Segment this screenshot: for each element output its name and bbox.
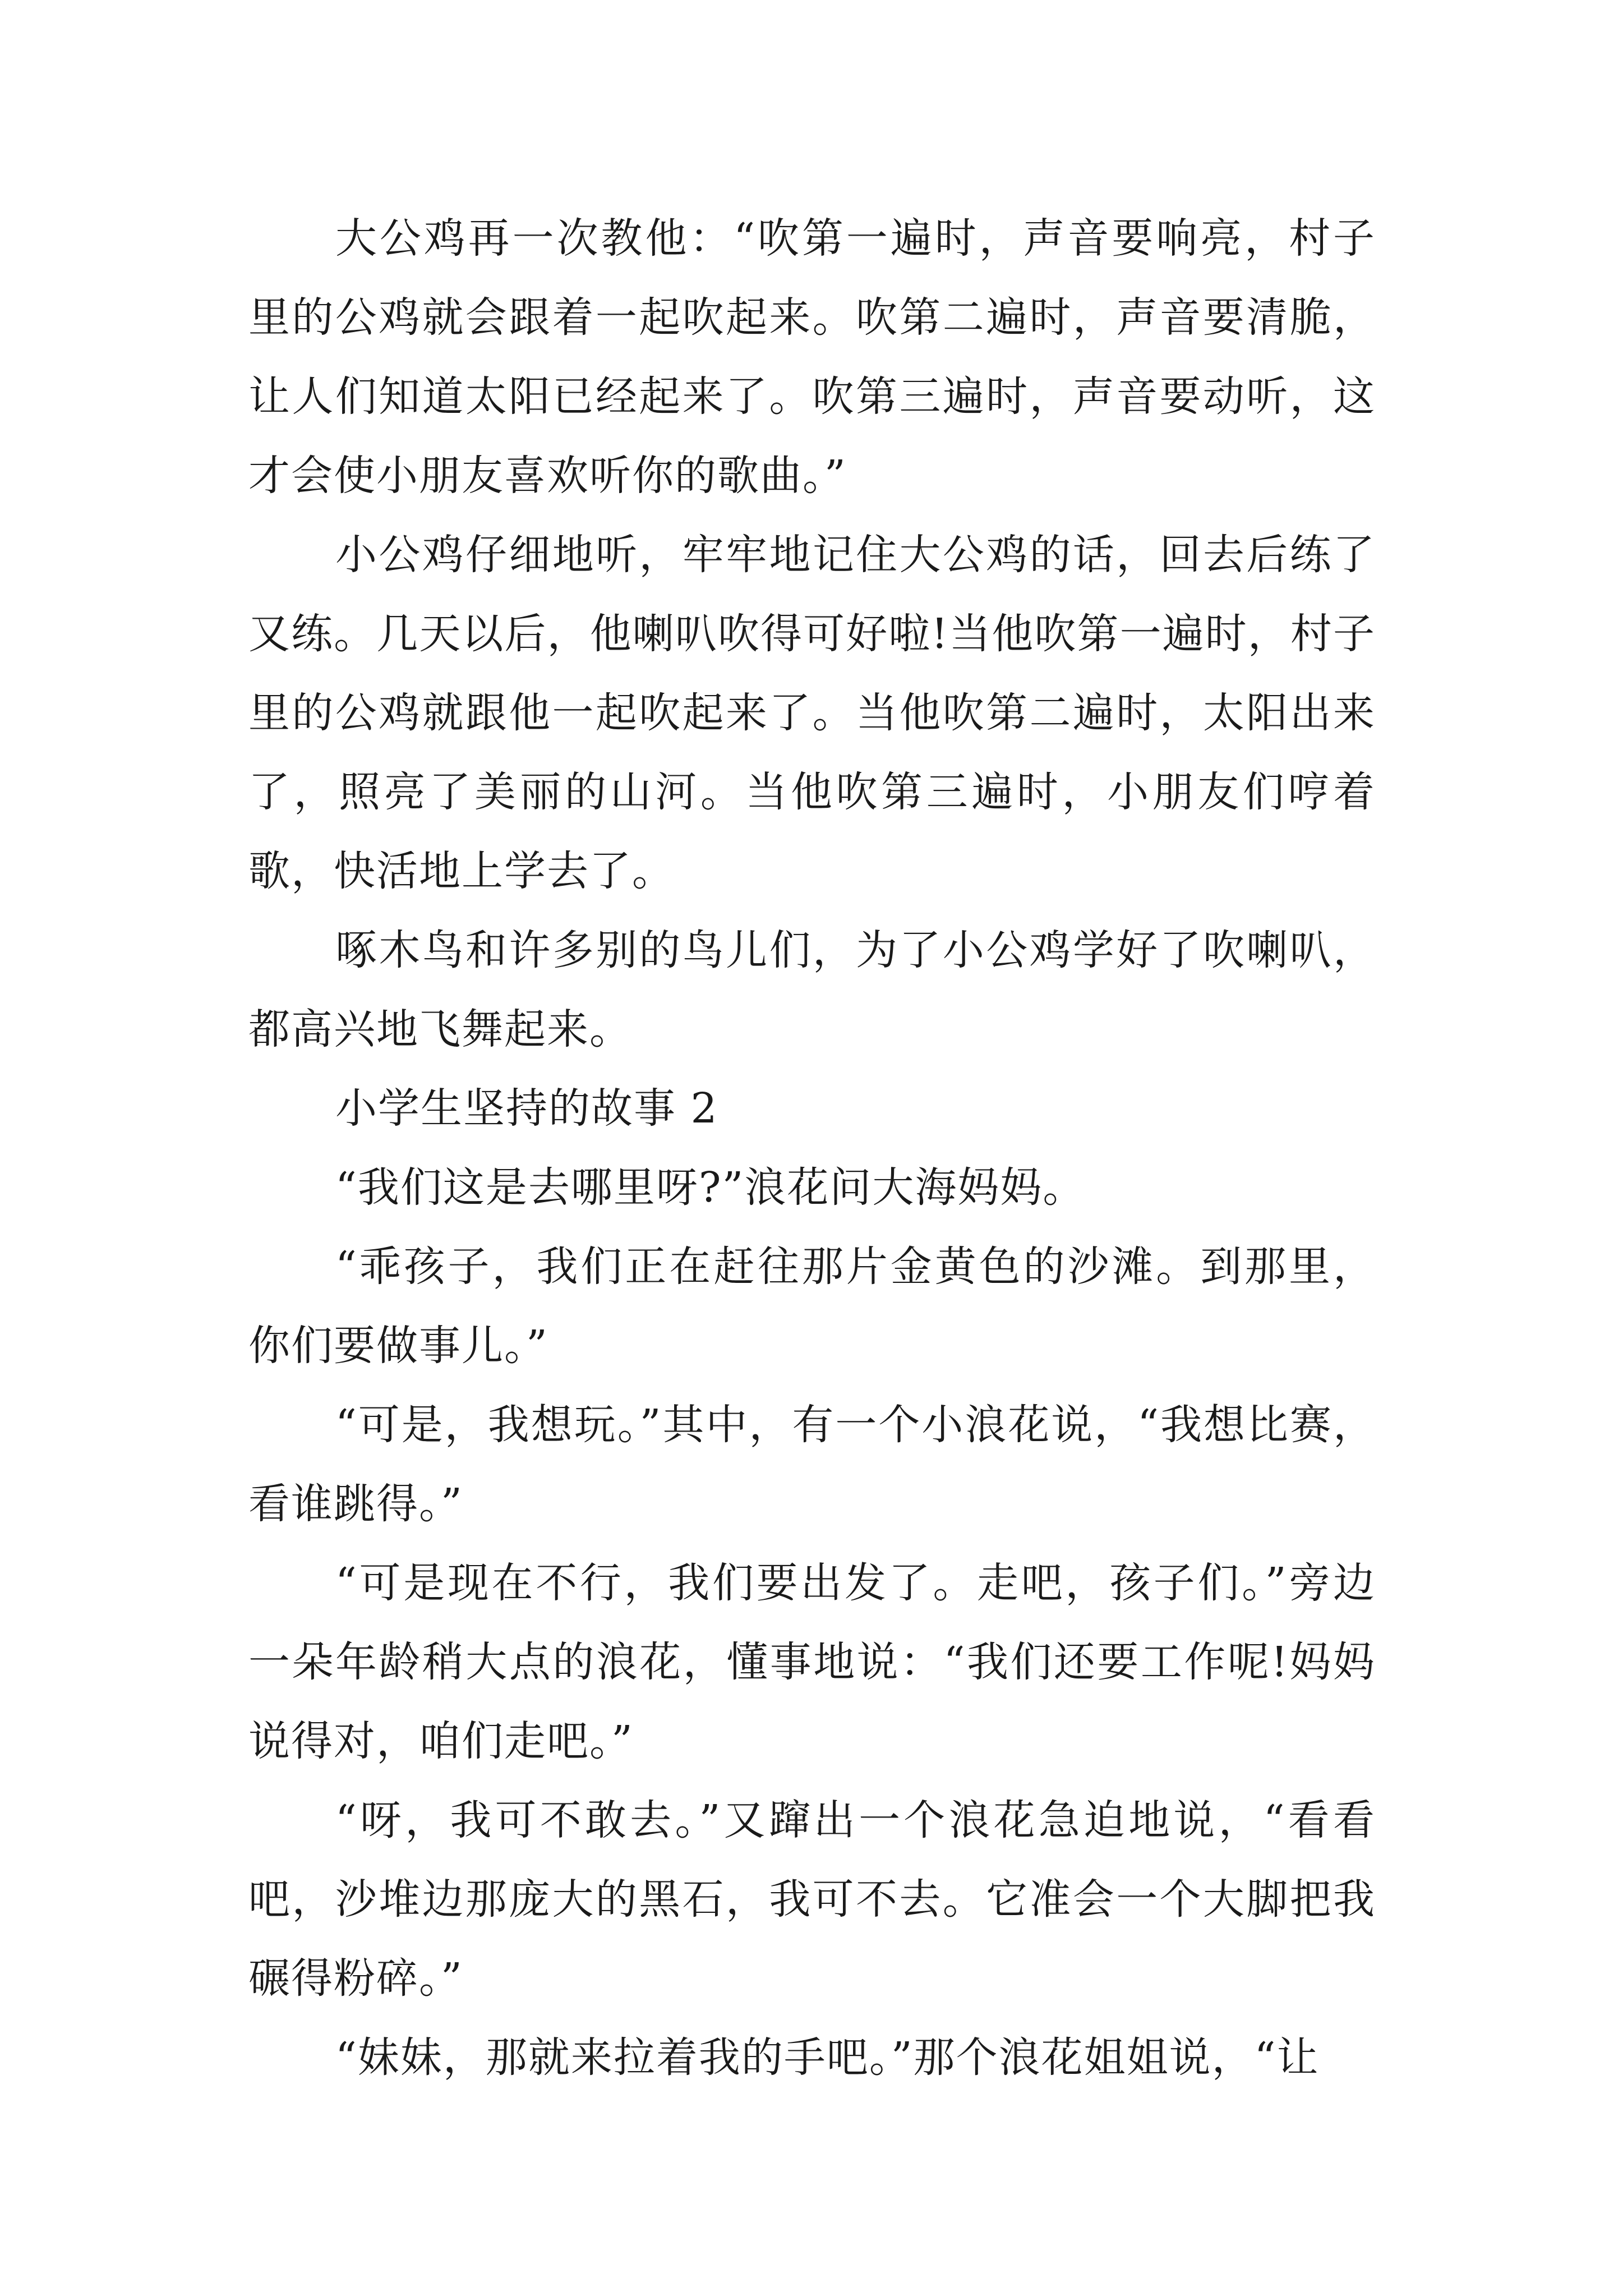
paragraph: 大公鸡再一次教他：“吹第一遍时，声音要响亮，村子里的公鸡就会跟着一起吹起来。吹第二遍时，声音要清脆，让人们知道太阳已经起来了。吹第三遍时，声音要动听，这才会使小朋友喜欢听你的歌曲。” xyxy=(248,214,1376,500)
paragraph: 啄木鸟和许多别的鸟儿们，为了小公鸡学好了吹喇叭，都高兴地飞舞起来。 xyxy=(248,926,1376,1053)
paragraph: “妹妹，那就来拉着我的手吧。”那个浪花姐姐说，“让 xyxy=(335,2033,1320,2082)
paragraph: “呀，我可不敢去。”又蹿出一个浪花急迫地说，“看看吧，沙堆边那庞大的黑石，我可不去。它准会一个大脚把我碾得粉碎。” xyxy=(248,1796,1376,2003)
paragraph: “可是现在不行，我们要出发了。走吧，孩子们。”旁边一朵年龄稍大点的浪花，懂事地说：“我们还要工作呢!妈妈说得对，咱们走吧。” xyxy=(248,1559,1376,1765)
paragraph: “我们这是去哪里呀?”浪花问大海妈妈。 xyxy=(335,1163,1086,1212)
section-title: 小学生坚持的故事 2 xyxy=(335,1084,718,1133)
paragraph: 小公鸡仔细地听，牢牢地记住大公鸡的话，回去后练了又练。几天以后，他喇叭吹得可好啦!当他吹第一遍时，村子里的公鸡就跟他一起吹起来了。当他吹第二遍时，太阳出来了，照亮了美丽的山河。当他吹第三遍时，小朋友们哼着歌，快活地上学去了。 xyxy=(248,531,1376,895)
paragraph: “可是，我想玩。”其中，有一个小浪花说，“我想比赛，看谁跳得。” xyxy=(248,1401,1376,1528)
document-body xyxy=(248,199,1376,2097)
paragraph: “乖孩子，我们正在赶往那片金黄色的沙滩。到那里，你们要做事儿。” xyxy=(248,1243,1376,1370)
